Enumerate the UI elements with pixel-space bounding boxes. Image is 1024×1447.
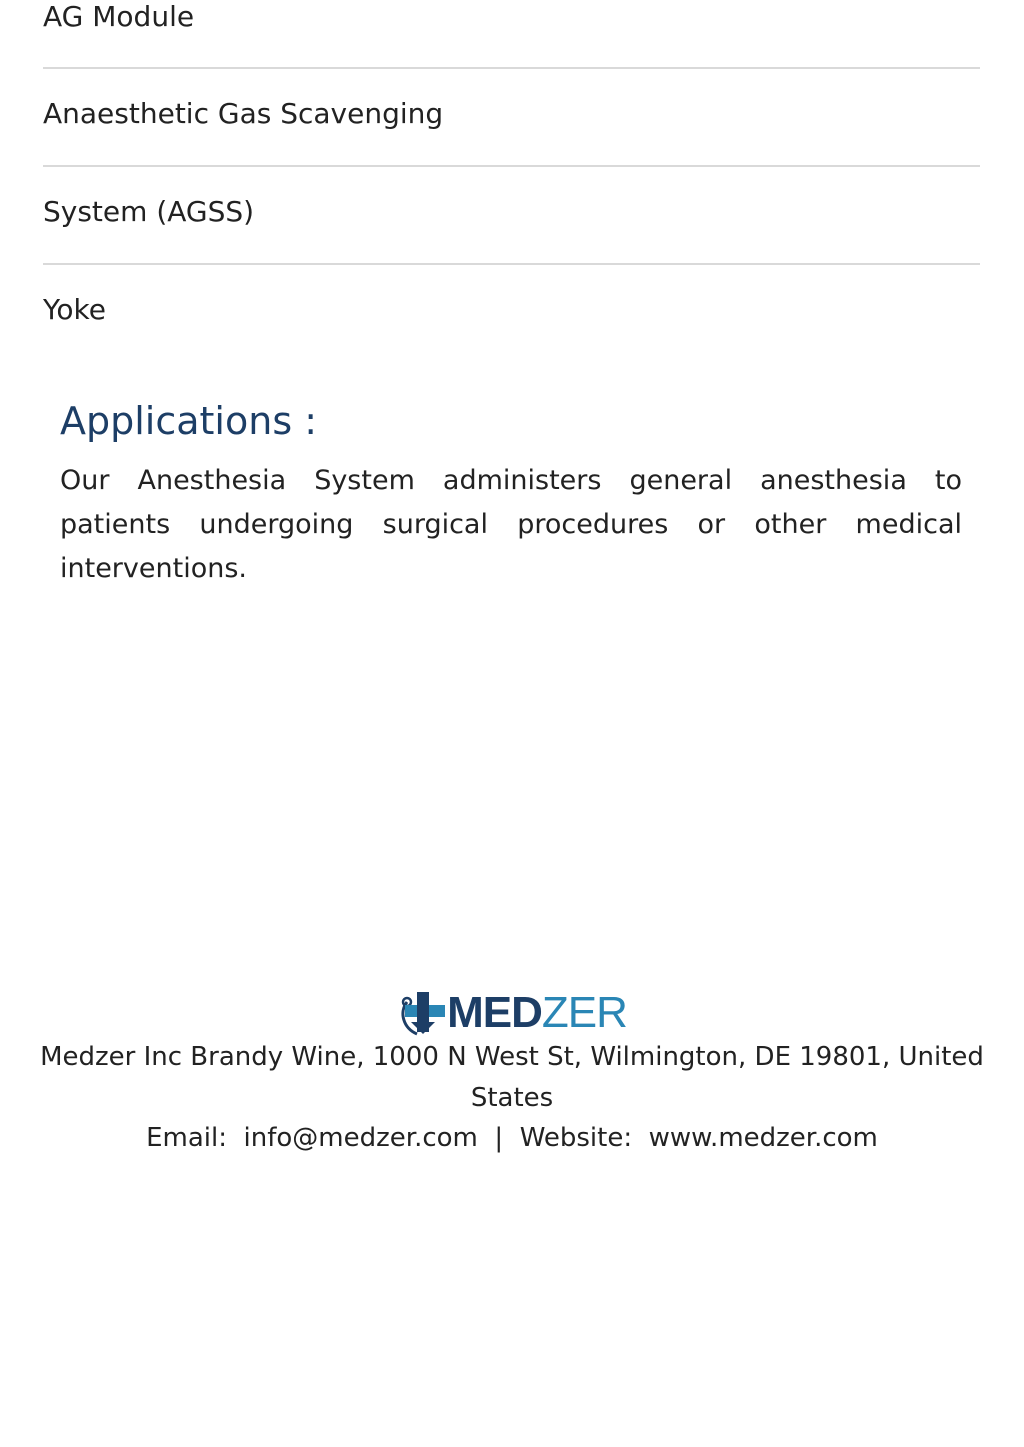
website-link[interactable]: www.medzer.com [648,1123,878,1153]
contact-separator: | [494,1123,504,1153]
logo-wordmark [447,985,627,1041]
applications-heading: Applications : [60,399,318,443]
medical-cross-logo-icon [397,988,447,1038]
contact-line [0,1118,1024,1159]
medzer-logo [397,985,627,1041]
company-address: Medzer Inc Brandy Wine, 1000 N West St, Wilmington, DE 19801, United States [40,1042,984,1113]
list-item: AG Module [43,0,195,33]
email-link[interactable]: info@medzer.com [243,1123,478,1153]
list-item: Yoke [43,293,106,326]
divider [43,263,980,265]
logo-text-med: MED [447,988,542,1037]
divider [43,67,980,69]
logo-text-zer: ZER [541,988,627,1037]
footer-logo-row [0,985,1024,1042]
divider [43,165,980,167]
website-label: Website: [519,1123,633,1153]
email-label: Email: [146,1123,227,1153]
list-item: System (AGSS) [43,195,255,228]
list-item: Anaesthetic Gas Scavenging [43,97,444,130]
applications-description: Our Anesthesia System administers general anesthesia to patients undergoing surgical procedures or other medical interventions. [60,465,962,584]
